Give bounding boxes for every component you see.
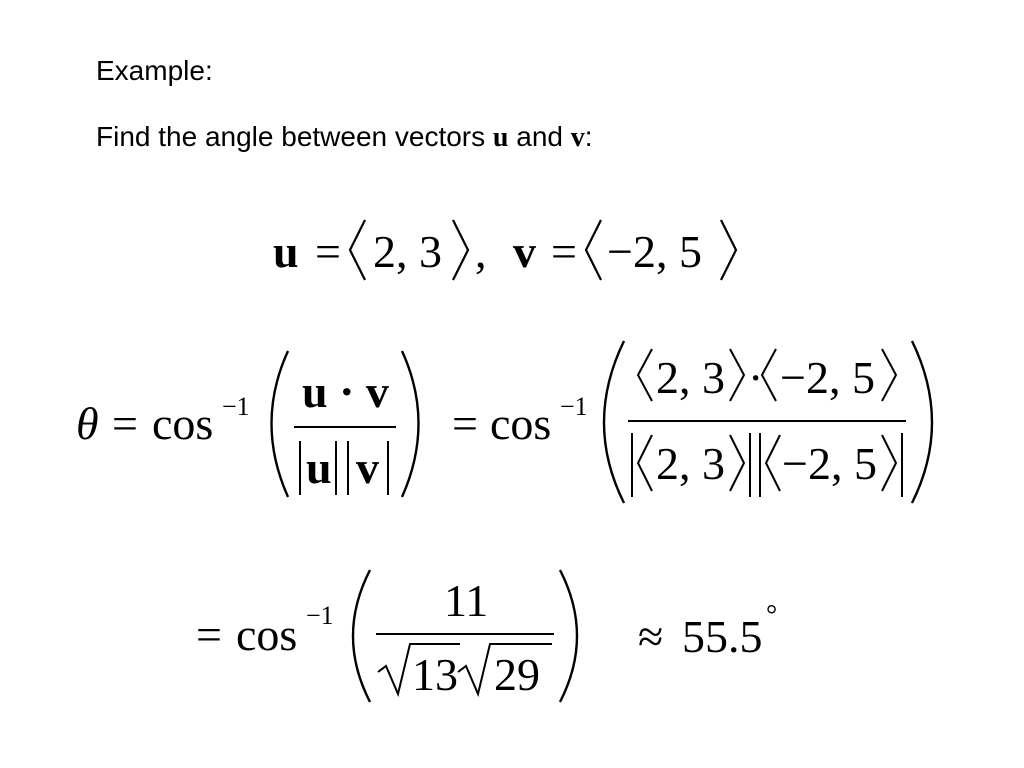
left-angle-bracket <box>766 435 780 491</box>
equals-sign: = <box>196 609 222 660</box>
right-angle-bracket <box>730 435 744 491</box>
comma-separator: , <box>475 226 487 277</box>
result-formula <box>190 560 810 710</box>
left-angle-bracket <box>638 435 652 491</box>
left-angle-bracket <box>350 220 365 280</box>
and-word: and <box>508 121 571 152</box>
v-symbol: v <box>513 226 536 277</box>
equals-sign: = <box>452 398 478 449</box>
degree-symbol: ° <box>766 600 778 631</box>
prompt-prefix: Find the angle between vectors <box>96 121 493 152</box>
denominator-u-components: 2, 3 <box>656 438 725 489</box>
colon: : <box>584 121 593 152</box>
cos-function: cos <box>236 609 298 660</box>
denominator-v: v <box>356 442 379 493</box>
angle-formula <box>60 335 960 515</box>
vector-v-symbol: v <box>570 122 585 153</box>
vector-u-symbol: u <box>492 122 509 153</box>
vector-definitions <box>265 212 745 290</box>
right-angle-bracket <box>882 435 896 491</box>
right-angle-bracket <box>453 220 468 280</box>
cos-function: cos <box>152 398 214 449</box>
radicand-13: 13 <box>412 649 458 700</box>
denominator-v-components: −2, 5 <box>782 438 877 489</box>
equals-sign: = <box>112 398 138 449</box>
left-paren <box>604 341 624 503</box>
numerator-u-components: 2, 3 <box>656 352 725 403</box>
inverse-exponent: −1 <box>560 392 588 421</box>
right-angle-bracket <box>882 349 896 401</box>
inverse-exponent: −1 <box>222 392 250 421</box>
denominator-u: u <box>306 442 332 493</box>
left-paren <box>353 570 370 702</box>
right-angle-bracket <box>721 220 736 280</box>
left-angle-bracket <box>638 349 652 401</box>
numerator-v-components: −2, 5 <box>780 352 875 403</box>
approx-symbol: ≈ <box>638 611 664 662</box>
radicand-29: 29 <box>494 649 540 700</box>
v-components: −2, 5 <box>607 226 702 277</box>
right-paren <box>912 341 932 503</box>
u-components: 2, 3 <box>373 226 442 277</box>
left-angle-bracket <box>762 349 776 401</box>
dot-operator: · <box>748 352 764 403</box>
theta-symbol: θ <box>76 398 99 449</box>
equals-sign: = <box>551 226 577 277</box>
right-paren <box>402 351 419 497</box>
right-paren <box>560 570 577 702</box>
right-angle-bracket <box>730 349 744 401</box>
inverse-exponent: −1 <box>306 601 334 630</box>
cos-function: cos <box>490 398 552 449</box>
problem-statement <box>96 121 593 154</box>
numerator-u-dot-v: u · v <box>302 366 389 417</box>
angle-value: 55.5 <box>682 611 763 662</box>
u-symbol: u <box>273 226 299 277</box>
left-angle-bracket <box>586 220 601 280</box>
result-numerator: 11 <box>444 575 489 626</box>
example-label: Example: <box>96 55 213 86</box>
equals-sign: = <box>315 226 341 277</box>
left-paren <box>272 351 289 497</box>
